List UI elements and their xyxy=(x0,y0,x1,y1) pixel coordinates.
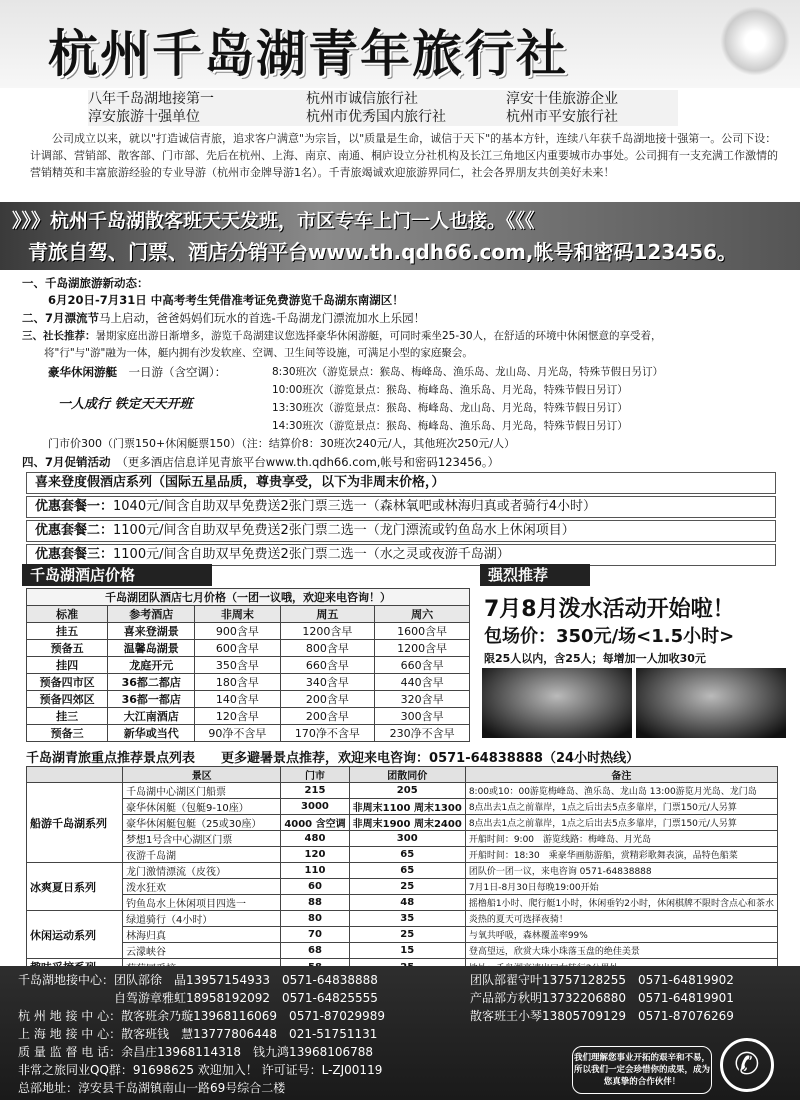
cell: 开船时间：18:30 乘豪华画舫游船，赏精彩歌舞表演，品特色船菜 xyxy=(465,847,777,863)
package-name: 优惠套餐二： xyxy=(35,523,114,538)
news-1-body: 6月20日-7月31日 中高考考生凭借准考证免费游览千岛湖东南湖区！ xyxy=(48,293,404,307)
cell: 温馨岛湖景 xyxy=(108,640,195,657)
cell: 8:00或10：00游览梅峰岛、渔乐岛、龙山岛 13:00游览月光岛、龙门岛 xyxy=(465,783,777,799)
scenic-category: 船游千岛湖系列 xyxy=(27,783,123,863)
cell: 挂五 xyxy=(27,623,108,640)
cell: 林海归真 xyxy=(123,927,281,943)
table-row xyxy=(27,657,470,674)
col-header: 团散同价 xyxy=(349,767,465,783)
cell: 4000 含空调 xyxy=(281,815,349,831)
footer-contact: 质 量 监 督 电 话：余昌庄13968114318 钱九鸿13968106788 xyxy=(18,1045,374,1059)
cell: 8点出去1点之前靠岸，1点之后出去5点多靠岸，门票150元/人另算 xyxy=(465,815,777,831)
package-name: 优惠套餐三： xyxy=(35,547,114,562)
cell: 48 xyxy=(349,895,465,911)
cell: 钓鱼岛水上休闲项目四选一 xyxy=(123,895,281,911)
cell: 非周末1900 周末2400 xyxy=(349,815,465,831)
news-3 xyxy=(22,327,662,345)
col-header: 周六 xyxy=(375,606,470,623)
cell: 440含早 xyxy=(375,674,470,691)
company-intro: 公司成立以来，就以"打造诚信青旅，追求客户满意"为宗旨，以"质量是生命，诚信于天下"的基本方针，连续八年获千岛湖地接十强第一。公司下设：计调部、营销部、散客部、门市部、先后在杭州、上海、南京、南通、桐庐设立分社机构及长江三角地区内重要城市办事处。公司拥有一支充满工作激情的营销精英和丰富旅游经验的专业导游（杭州市金牌导游1名）。千青旅竭诚欢迎旅游界同仁，社会各界朋友共创美好未来！ xyxy=(30,132,778,179)
cell: 65 xyxy=(349,847,465,863)
banner-daily-tours: 》》》杭州千岛湖散客班天天发班，市区专车上门一人也接。《《《 xyxy=(12,210,535,232)
promo-section-title: 强烈推荐 xyxy=(480,564,590,586)
cell: 千岛湖中心湖区门船票 xyxy=(123,783,281,799)
cell: 120 xyxy=(281,847,349,863)
cell: 龙门激情漂流（皮筏） xyxy=(123,863,281,879)
col-header: 周五 xyxy=(280,606,375,623)
cell: 60 xyxy=(281,879,349,895)
cell: 8点出去1点之前靠岸，1点之后出去5点多靠岸，门票150元/人另算 xyxy=(465,799,777,815)
cell: 350含早 xyxy=(195,657,280,674)
cell: 180含早 xyxy=(195,674,280,691)
cell: 65 xyxy=(349,863,465,879)
award-item: 杭州市平安旅行社 xyxy=(506,109,618,125)
col-header: 参考酒店 xyxy=(108,606,195,623)
cell: 480 xyxy=(281,831,349,847)
cell: 25 xyxy=(349,879,465,895)
promo-title: 7月8月泼水活动开始啦！ xyxy=(484,597,735,622)
footer-contact: 总部地址：淳安县千岛湖镇南山一路69号综合二楼 xyxy=(18,1081,286,1095)
hotel-table-header xyxy=(27,606,470,623)
cell: 230净不含早 xyxy=(375,725,470,742)
cell: 200含早 xyxy=(280,708,375,725)
page-title: 杭州千岛湖青年旅行社 xyxy=(48,25,568,83)
table-row xyxy=(27,847,778,863)
cell: 挂四 xyxy=(27,657,108,674)
table-row xyxy=(27,674,470,691)
cell: 1600含早 xyxy=(375,623,470,640)
cell: 110 xyxy=(281,863,349,879)
yacht-label xyxy=(48,363,226,381)
yacht-slot: 14:30班次（游览景点：猴岛、梅峰岛、渔乐岛、月光岛，特殊节假日另订） xyxy=(272,420,628,432)
cell: 1200含早 xyxy=(280,623,375,640)
cell: 梦想1号含中心湖区门票 xyxy=(123,831,281,847)
footer-contact: 团队部翟守叶13757128255 0571-64819902 xyxy=(470,973,734,987)
news-3-body2: 将"行"与"游"融为一体，艇内拥有沙发软座、空调、卫生间等设施，可满足小型的家庭聚会。 xyxy=(44,347,473,359)
cell: 15 xyxy=(349,943,465,959)
footer-contact: 产品部方秋明13732206880 0571-64819901 xyxy=(470,991,734,1005)
promo-note: 限25人以内，含25人；每增加一人加收30元 xyxy=(484,652,706,665)
scenic-hotline: 更多避暑景点推荐，欢迎来电咨询：0571-64838888（24小时热线） xyxy=(221,751,640,766)
scenic-table xyxy=(26,766,778,976)
banner-platform-link[interactable]: 青旅自驾、门票、酒店分销平台www.th.qdh66.com,帐号和密码123456。 xyxy=(28,240,737,264)
table-row xyxy=(27,640,470,657)
yacht-slot: 10:00班次（游览景点：猴岛、梅峰岛、渔乐岛、月光岛，特殊节假日另订） xyxy=(272,384,628,396)
cell: 挂三 xyxy=(27,708,108,725)
cell: 80 xyxy=(281,911,349,927)
water-party-photo xyxy=(636,668,786,738)
table-row xyxy=(27,911,778,927)
cell: 120含早 xyxy=(195,708,280,725)
cell: 340含早 xyxy=(280,674,375,691)
table-row xyxy=(27,943,778,959)
cell: 140含早 xyxy=(195,691,280,708)
yacht-slot: 8:30班次（游览景点：猴岛、梅峰岛、渔乐岛、龙山岛、月光岛，特殊节假日另订） xyxy=(272,366,664,378)
table-row xyxy=(27,725,470,742)
cell: 登高望远，欣赏大珠小珠落玉盘的绝佳美景 xyxy=(465,943,777,959)
cell: 25 xyxy=(349,927,465,943)
cell: 摇橹船1小时、爬行艇1小时，休闲垂钓2小时，休闲棋牌不限时含点心和茶水 xyxy=(465,895,777,911)
package-2 xyxy=(26,520,776,542)
footer-contact: 千岛湖地接中心：团队部徐 晶13957154933 0571-64838888 xyxy=(18,973,378,987)
phone-icon: ✆ xyxy=(720,1038,774,1092)
table-row xyxy=(27,815,778,831)
cell: 开船时间：9:00 游览线路：梅峰岛、月光岛 xyxy=(465,831,777,847)
footer-contact: 散客班王小琴13805709129 0571-87076269 xyxy=(470,1009,734,1023)
table-row xyxy=(27,708,470,725)
promo-price: 包场价：350元/场<1.5小时> xyxy=(484,626,735,647)
cell: 36都一都店 xyxy=(108,691,195,708)
col-header: 备注 xyxy=(465,767,777,783)
cell: 夜游千岛湖 xyxy=(123,847,281,863)
footer-slogan: 我们理解您事业开拓的艰辛和不易，所以我们一定会珍惜你的成果，成为您真挚的合作伙伴！ xyxy=(572,1046,712,1094)
cell: 35 xyxy=(349,911,465,927)
scenic-table-header xyxy=(27,767,778,783)
col-header: 景区 xyxy=(123,767,281,783)
cell: 绿道骑行（4小时） xyxy=(123,911,281,927)
cell: 预备三 xyxy=(27,725,108,742)
cell: 豪华休闲艇（包艇9-10座） xyxy=(123,799,281,815)
table-row xyxy=(27,863,778,879)
cell: 88 xyxy=(281,895,349,911)
cell: 泼水狂欢 xyxy=(123,879,281,895)
hotel-section-title: 千岛湖酒店价格 xyxy=(22,564,212,586)
package-text: 1040元/间含自助双早免费送2张门票三选一（森林氧吧或林海归真或者骑行4小时） xyxy=(113,499,597,514)
cell: 大江南酒店 xyxy=(108,708,195,725)
scenic-category: 休闲运动系列 xyxy=(27,911,123,959)
table-row xyxy=(27,831,778,847)
col-header: 标准 xyxy=(27,606,108,623)
hotel-price-table xyxy=(26,588,470,742)
cell: 215 xyxy=(281,783,349,799)
col-header xyxy=(27,767,123,783)
package-text: 1100元/间含自助双早免费送2张门票二选一（水之灵或夜游千岛湖） xyxy=(113,547,510,562)
footer-contact: 非常之旅同业QQ群：91698625 欢迎加入！ 许可证号：L-ZJ00119 xyxy=(18,1063,383,1077)
cell: 喜来登湖景 xyxy=(108,623,195,640)
award-item: 淳安旅游十强单位 xyxy=(88,109,200,125)
col-header: 非周末 xyxy=(195,606,280,623)
cell: 豪华休闲艇包艇（25或30座） xyxy=(123,815,281,831)
cell: 660含早 xyxy=(280,657,375,674)
cell: 3000 xyxy=(281,799,349,815)
cell: 300含早 xyxy=(375,708,470,725)
cell: 660含早 xyxy=(375,657,470,674)
news-4-title: 四、7月促销活动 xyxy=(22,455,111,469)
award-item: 杭州市优秀国内旅行社 xyxy=(306,109,446,125)
yacht-day-tour: 一日游（含空调）： xyxy=(128,365,227,379)
cell: 170净不含早 xyxy=(280,725,375,742)
cell: 新华或当代 xyxy=(108,725,195,742)
award-item: 杭州市诚信旅行社 xyxy=(306,91,418,107)
news-2-title: 二、7月漂流节 xyxy=(22,311,100,325)
table-row xyxy=(27,799,778,815)
scenic-category: 冰爽夏日系列 xyxy=(27,863,123,911)
cell: 300 xyxy=(349,831,465,847)
cell: 云濛峡谷 xyxy=(123,943,281,959)
cell: 205 xyxy=(349,783,465,799)
col-header: 门市 xyxy=(281,767,349,783)
cell: 900含早 xyxy=(195,623,280,640)
cell: 与氧共呼吸，森林覆盖率99% xyxy=(465,927,777,943)
cell: 7月1日-8月30日每晚19:00开始 xyxy=(465,879,777,895)
cell: 70 xyxy=(281,927,349,943)
cell: 预备四郊区 xyxy=(27,691,108,708)
cell: 800含早 xyxy=(280,640,375,657)
news-2 xyxy=(22,309,425,327)
cell: 320含早 xyxy=(375,691,470,708)
table-row xyxy=(27,879,778,895)
package-name: 优惠套餐一： xyxy=(35,499,114,514)
news-4 xyxy=(22,453,499,471)
awards-list xyxy=(88,90,678,126)
cell: 200含早 xyxy=(280,691,375,708)
hotel-table-caption: 千岛湖团队酒店七月价格（一团一议哦，欢迎来电咨询！） xyxy=(27,589,470,606)
cell: 36都二都店 xyxy=(108,674,195,691)
table-row xyxy=(27,691,470,708)
yacht-name: 豪华休闲游艇 xyxy=(48,365,117,379)
news-4-body: （更多酒店信息详见青旅平台www.th.qdh66.com,帐号和密码123456。） xyxy=(122,455,500,469)
award-item: 淳安十佳旅游企业 xyxy=(506,91,618,107)
footer-contact: 自驾游章雅虹18958192092 0571-64825555 xyxy=(18,991,378,1005)
table-row xyxy=(27,927,778,943)
yacht-slogan: 一人成行 铁定天天开班 xyxy=(58,397,193,412)
table-row xyxy=(27,895,778,911)
package-header: 喜来登度假酒店系列（国际五星品质，尊贵享受，以下为非周末价格，） xyxy=(26,472,776,494)
cell: 炎热的夏天可选择夜骑！ xyxy=(465,911,777,927)
news-3-title: 三、社长推荐： xyxy=(22,330,96,342)
award-item: 八年千岛湖地接第一 xyxy=(88,91,214,107)
news-2-body: 马上启动，爸爸妈妈们玩水的首选-千岛湖龙门漂流加水上乐园！ xyxy=(99,311,426,325)
cell: 1200含早 xyxy=(375,640,470,657)
news-1-title: 一、千岛湖旅游新动态： xyxy=(22,276,149,290)
water-party-photo xyxy=(482,668,632,738)
yacht-price-line: 门市价300（门票150+休闲艇票150）（注：结算价8：30班次240元/人，其他班次250元/人） xyxy=(48,437,516,450)
yacht-slot: 13:30班次（游览景点：猴岛、梅峰岛、龙山岛、月光岛，特殊节假日另订） xyxy=(272,402,628,414)
table-row xyxy=(27,623,470,640)
package-text: 1100元/间含自助双早免费送2张门票二选一（龙门漂流或钓鱼岛水上休闲项目） xyxy=(113,523,575,538)
cell: 预备五 xyxy=(27,640,108,657)
cell: 90净不含早 xyxy=(195,725,280,742)
scenic-title: 千岛湖青旅重点推荐景点列表 xyxy=(26,751,196,766)
footer-contact: 上 海 地 接 中 心：散客班钱 慧13777806448 021-51751131 xyxy=(18,1027,378,1041)
package-3 xyxy=(26,544,776,566)
news-3-body1: 暑期家庭出游日渐增多，游览千岛湖建议您选择豪华休闲游艇，可同时乘坐25-30人，在舒适的环境中休闲惬意的享受着， xyxy=(95,330,662,342)
cell: 团队价一团一议，来电咨询 0571-64838888 xyxy=(465,863,777,879)
package-1 xyxy=(26,496,776,518)
table-row xyxy=(27,783,778,799)
cell: 600含早 xyxy=(195,640,280,657)
cell: 龙庭开元 xyxy=(108,657,195,674)
cell: 非周末1100 周末1300 xyxy=(349,799,465,815)
cell: 68 xyxy=(281,943,349,959)
footer-contact: 杭 州 地 接 中 心：散客班余乃璇13968116069 0571-87029989 xyxy=(18,1009,386,1023)
scenic-heading xyxy=(26,747,786,766)
cell: 预备四市区 xyxy=(27,674,108,691)
